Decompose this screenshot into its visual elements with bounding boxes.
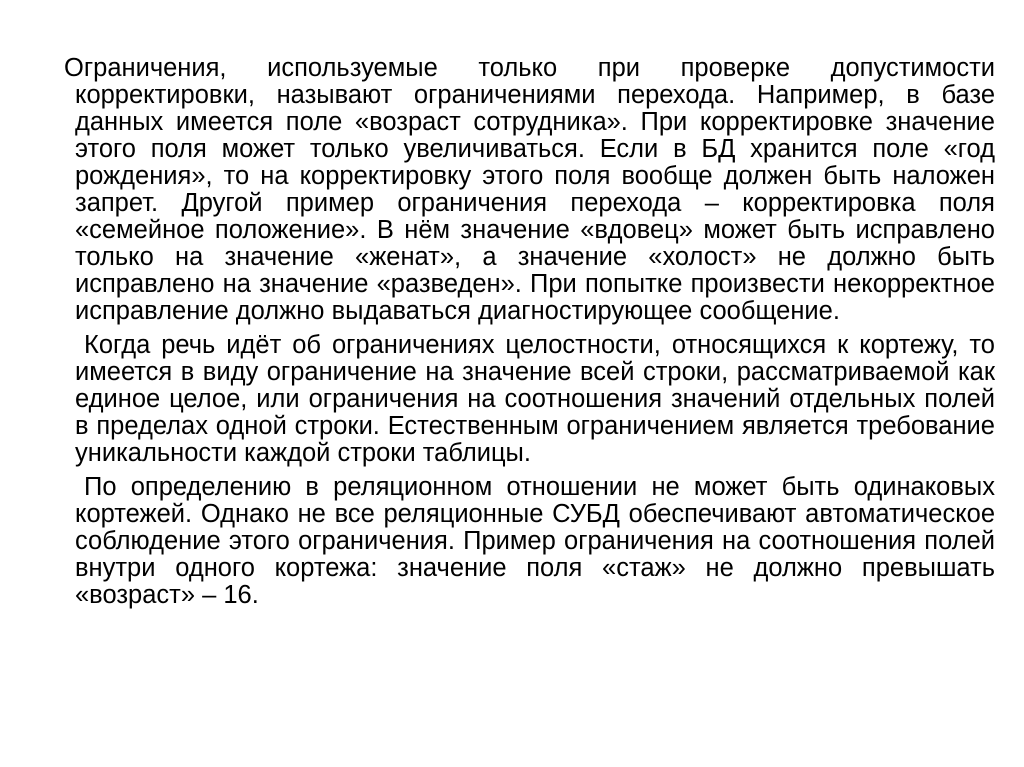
paragraph-tuple-constraints: Когда речь идёт об ограничениях целостности, относящихся к кортежу, то имеется в виду ограничение на значение всей строки, рассматриваемой как единое целое, или ограничения на соотношения значений отдельных полей в пределах одной строки. Естественным ограничением является требование уникальности каждой строки таблицы. bbox=[75, 331, 995, 467]
paragraph-duplicate-tuples: По определению в реляционном отношении не может быть одинаковых кортежей. Однако не все реляционные СУБД обеспечивают автоматическое соблюдение этого ограничения. Пример ограничения на соотношения полей внутри одного кортежа: значение поля «стаж» не должно превышать «возраст» – 16. bbox=[75, 473, 995, 609]
paragraph-transition-constraints: Ограничения, используемые только при проверке допустимости корректировки, называют ограничениями перехода. Например, в базе данных имеется поле «возраст сотрудника». При корректировке значение этого поля может только увеличиваться. Если в БД хранится поле «год рождения», то на корректировку этого поля вообще должен быть наложен запрет. Другой пример ограничения перехода – корректировка поля «семейное положение». В нём значение «вдовец» может быть исправлено только на значение «женат», а значение «холост» не должно быть исправлено на значение «разведен». При попытке произвести некорректное исправление должно выдаваться диагностирующее сообщение. bbox=[64, 54, 995, 325]
slide-body bbox=[64, 54, 995, 616]
